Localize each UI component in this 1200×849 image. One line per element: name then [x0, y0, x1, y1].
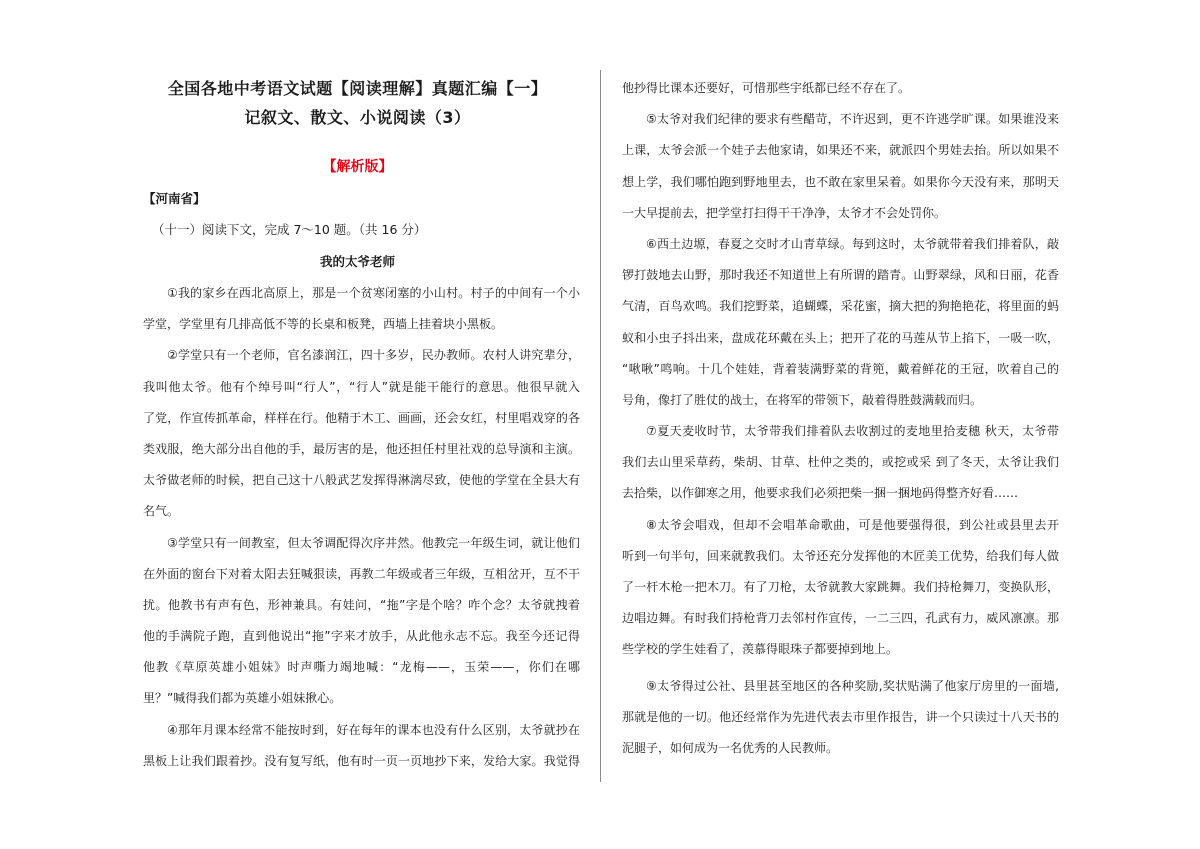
paragraph-line: 泥腿子，如何成为一名优秀的人民教师。 [622, 740, 839, 755]
paragraph-line: 那就是他的一切。他还经常作为先进代表去市里作报告，讲一个只读过十八天书的 [622, 709, 1059, 724]
paragraph [622, 510, 1059, 666]
paragraph-line: 一大早提前去，把学堂打扫得干干净净，太爷才不会处罚你。 [622, 205, 947, 220]
paragraph-line: 黑板上让我们跟着抄。没有复写纸，他有时一页一页地抄下来，发给大家。我觉得 [143, 753, 580, 768]
paragraph-line: ①我的家乡在西北高原上，那是一个贫寒闭塞的小山村。村子的中间有一个小 [167, 286, 580, 300]
paragraph [622, 671, 1059, 765]
paragraph-line: ⑦夏天麦收时节，太爷带我们排着队去收割过的麦地里拾麦穗 秋天，太爷带 [646, 424, 1059, 439]
paragraph-line: 些学校的学生娃看了，羡慕得眼珠子都要掉到地上。 [622, 642, 899, 657]
paragraph-line: ④那年月课本经常不能按时到，好在每年的课本也没有什么区别，太爷就抄在 [167, 722, 580, 737]
paragraph [143, 528, 580, 715]
right-column-body [622, 73, 1059, 764]
paragraph-line: 了党，作宣传抓革命，样样在行。他精于木工、画画，还会女红，村里唱戏穿的各 [143, 410, 580, 425]
paragraph-line: 类戏服，绝大部分出自他的手，最厉害的是，他还担任村里社戏的总导演和主演。 [143, 441, 580, 456]
question-intro: （十一）阅读下文，完成 7～10 题。（共 16 分） [152, 222, 427, 237]
document-subtitle: 记叙文、散文、小说阅读（3） [244, 108, 471, 127]
paragraph-line: 听到一句半句，回来就教我们。太爷还充分发挥他的木匠美工优势，给我们每人做 [622, 548, 1059, 563]
paragraph-line: ②学堂只有一个老师，官名漆润江，四十多岁，民办教师。农村人讲究辈分， [167, 348, 580, 363]
paragraph-line: 边唱边舞。有时我们持枪背刀去邻村作宣传，一二三四，孔武有力，威风凛凛。那 [622, 611, 1059, 626]
paragraph [622, 104, 1059, 229]
paragraph-line: ⑤太爷对我们纪律的要求有些醋苛，不许迟到，更不许逃学旷课。如果谁没来 [646, 112, 1059, 127]
region-label: 【河南省】 [143, 191, 206, 206]
paragraph-line: 我们去山里采草药，柴胡、甘草、杜仲之类的，或挖或采 到了冬天，太爷让我们 [622, 455, 1059, 470]
paragraph-line: 学堂，学堂里有几排高低不等的长桌和板凳，西墙上挂着块小黑板。 [143, 317, 504, 332]
paragraph-line: 上课，太爷会派一个娃子去他家请，如果还不来，就派四个男娃去抬。所以如果不 [622, 143, 1059, 158]
paragraph-line: ③学堂只有一间教室，但太爷调配得次序井然。他教完一年级生词，就让他们 [167, 535, 580, 550]
paragraph-line: 去拾柴，以作御寒之用，他要求我们必须把柴一捆一捆地码得整齐好看…… [622, 486, 1019, 501]
paragraph-line: 我叫他太爷。他有个绰号叫“行人”，“行人”就是能干能行的意思。他很早就入 [143, 379, 580, 394]
article-title: 我的太爷老师 [319, 254, 395, 269]
paragraph-line: 在外面的窗台下对着太阳去狂喊狠读，再教二年级或者三年级，互相岔开，互不干 [143, 566, 580, 581]
paragraph [622, 416, 1059, 510]
paragraph-line: 他的手满院子跑，直到他说出“拖”字来才放手，从此他永志不忘。我至今还记得 [143, 629, 580, 644]
paragraph-line: ⑨太爷得过公社、县里甚至地区的各种奖励,奖状贴满了他家厅房里的一面墙, [646, 678, 1059, 693]
paragraph-line: 锣打鼓地去山野，那时我还不知道世上有所谓的踏青。山野翠绿，风和日丽，花香 [622, 268, 1059, 283]
paragraph [622, 229, 1059, 416]
document-title: 全国各地中考语文试题【阅读理解】真题汇编【一】 [167, 79, 548, 98]
paragraph [143, 278, 580, 340]
column-divider [600, 70, 601, 782]
paragraph [143, 715, 580, 777]
paragraph-line: 想上学，我们哪怕跑到野地里去，也不敢在家里呆着。如果你今天没有来，那明天 [622, 174, 1059, 189]
paragraph [143, 340, 580, 527]
paragraph-line: 扰。他教书有声有色，形神兼具。有娃问，“拖”字是个啥？咋个念？太爷就拽着 [143, 597, 580, 612]
paragraph-line: 太爷做老师的时候，把自己这十八般武艺发挥得淋漓尽致，使他的学堂在全县大有 [143, 473, 580, 488]
paragraph-line: 气清，百鸟欢鸣。我们挖野菜，追蝴蝶，采花蜜，摘大把的狗艳艳花，将里面的蚂 [622, 299, 1059, 314]
paragraph-line: 蚁和小虫子抖出来，盘成花环戴在头上；把开了花的马莲从节上掐下，一吸一吹， [622, 330, 1059, 345]
left-column-body [143, 278, 580, 777]
paragraph-line: 他抄得比课本还要好，可惜那些宇纸都已经不存在了。 [622, 81, 911, 95]
paragraph-line: ⑥西土边塬，春夏之交时才山青草绿。每到这时，太爷就带着我们排着队，敲 [646, 236, 1059, 251]
paragraph-line: 名气。 [143, 504, 180, 519]
paragraph [622, 73, 1059, 104]
paragraph-line: “啾啾”鸣响。十几个娃娃，背着装满野菜的背篼，戴着鲜花的王冠，吹着自己的 [622, 361, 1059, 376]
paragraph-line: 了一杆木枪一把木刀。有了刀枪，太爷就教大家跳舞。我们持枪舞刀，变换队形， [622, 580, 1059, 594]
edition-badge: 【解析版】 [322, 159, 393, 175]
paragraph-line: 里？”喊得我们都为英雄小姐妹揪心。 [143, 691, 342, 706]
paragraph-line: 号角，像打了胜仗的战士，在将军的带领下，敲着得胜鼓满载而归。 [622, 392, 983, 407]
paragraph-line: 他教《草原英雄小姐妹》时声嘶力竭地喊：“龙梅——，玉荣——，你们在哪 [143, 660, 580, 675]
paragraph-line: ⑧太爷会唱戏，但却不会唱革命歌曲，可是他要强得很，到公社或县里去开 [646, 517, 1059, 532]
